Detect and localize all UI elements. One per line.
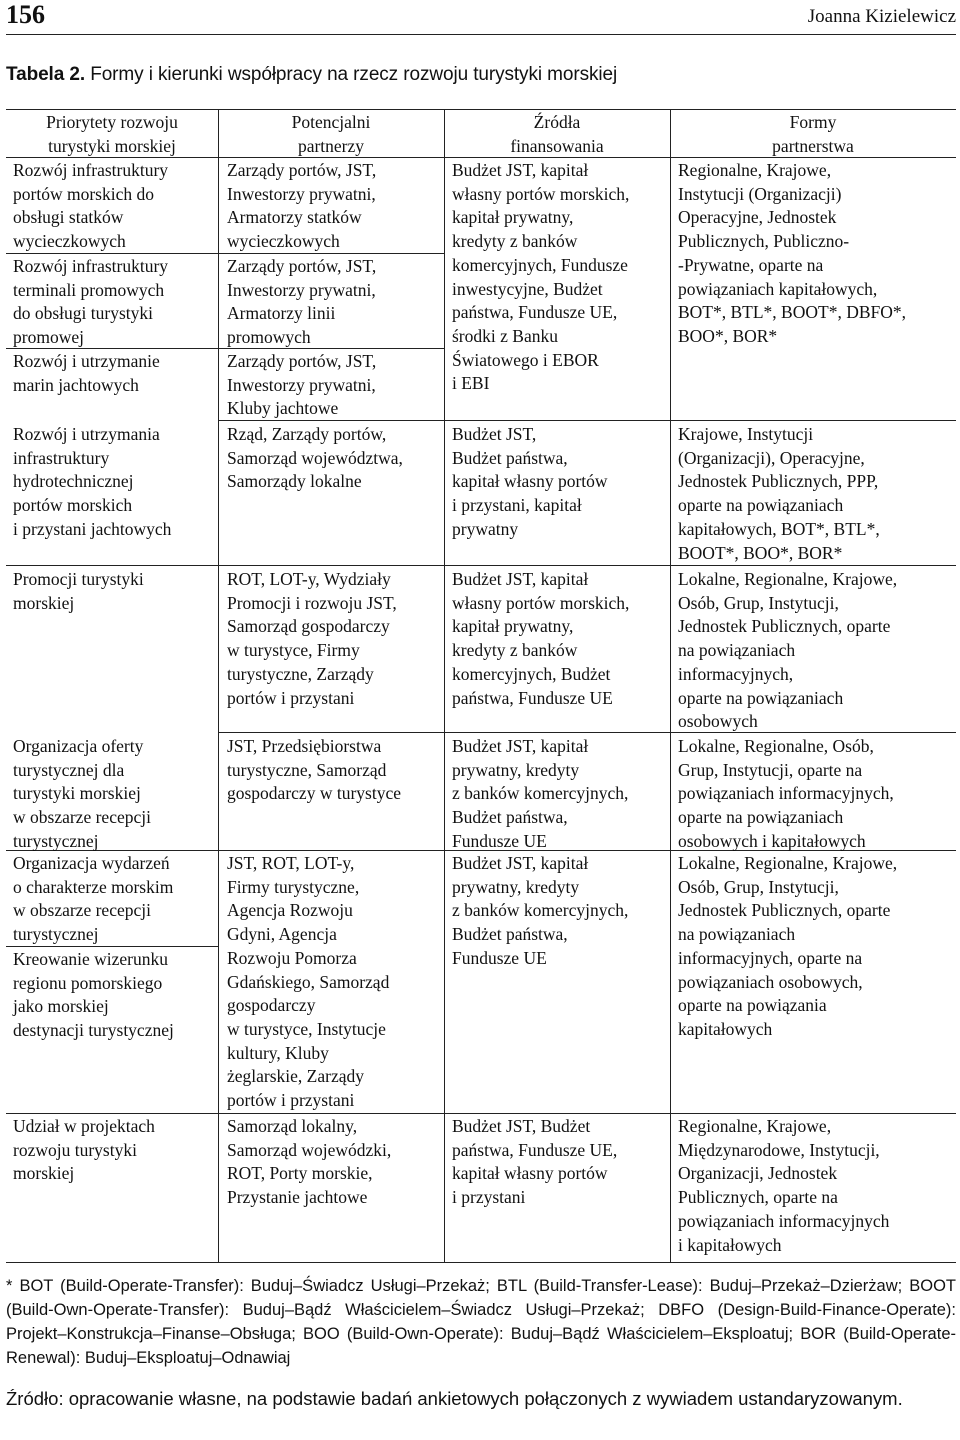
partners-cell: Zarządy portów, JST, Inwestorzy prywatni, Kluby jachtowe: [227, 351, 377, 419]
funding-cell: Budżet JST, kapitał własny portów morskich, kapitał prywatny, kredyty z banków komercyjnych, Fundusze inwestycyjne, Budżet państwa, Fundusze UE, środki z Banku Światowego i EBOR i EBI: [452, 160, 630, 394]
group-rule: [6, 1113, 956, 1114]
priority-cell: Udział w projektach rozwoju turystyki morskiej: [13, 1116, 155, 1184]
page-number: 156: [6, 0, 45, 29]
priority-cell: Rozwój i utrzymanie marin jachtowych: [13, 351, 160, 395]
column-header-partners: Potencjalni partnerzy: [291, 112, 371, 156]
table-title: [6, 64, 617, 86]
priority-cell: Organizacja wydarzeń o charakterze morskim w obszarze recepcji turystycznej: [13, 853, 174, 945]
partners-cell: JST, ROT, LOT-y, Firmy turystyczne, Agencja Rozwoju Gdyni, Agencja Rozwoju Pomorza Gdańskiego, Samorząd gospodarczy w turystyce, Instytucje kultury, Kluby żeglarskie, Zarządy portów i przystani: [227, 853, 390, 1111]
table-caption: Formy i kierunki współpracy na rzecz rozwoju turystyki morskiej: [90, 64, 618, 85]
priority-cell: Rozwój infrastruktury terminali promowych do obsługi turystyki promowej: [13, 256, 169, 348]
priority-cell: Kreowanie wizerunku regionu pomorskiego jako morskiej destynacji turystycznej: [13, 949, 174, 1041]
funding-cell: Budżet JST, Budżet państwa, Fundusze UE, kapitał własny portów i przystani: [452, 1116, 618, 1208]
funding-cell: Budżet JST, Budżet państwa, kapitał własny portów i przystani, kapitał prywatny: [452, 424, 608, 539]
funding-cell: Budżet JST, kapitał prywatny, kredyty z banków komercyjnych, Budżet państwa, Fundusze UE: [452, 736, 629, 851]
table-source: Źródło: opracowanie własne, na podstawie badań ankietowych połączonych z wywiadem ustandaryzowanym.: [6, 1388, 903, 1409]
forms-cell: Regionalne, Krajowe, Instytucji (Organizacji) Operacyjne, Jednostek Publicznych, Publiczno- -Prywatne, oparte na powiązaniach kapitałowych, BOT*, BTL*, BOOT*, DBFO*, BOO*, BOR*: [678, 160, 906, 346]
partners-cell: JST, Przedsiębiorstwa turystyczne, Samorząd gospodarczy w turystyce: [227, 736, 401, 804]
forms-cell: Krajowe, Instytucji (Organizacji), Operacyjne, Jednostek Publicznych, PPP, oparte na powiązaniach kapitałowych, BOT*, BTL*, BOOT*, BOO*, BOR*: [678, 424, 880, 563]
funding-cell: Budżet JST, kapitał własny portów morskich, kapitał prywatny, kredyty z banków komercyjnych, Budżet państwa, Fundusze UE: [452, 569, 630, 708]
priority-cell: Organizacja oferty turystycznej dla turystyki morskiej w obszarze recepcji turystycznej: [13, 736, 151, 851]
forms-cell: Lokalne, Regionalne, Krajowe, Osób, Grup, Instytucji, Jednostek Publicznych, oparte na powiązaniach informacyjnych, oparte na powiązaniach osobowych, oparte na powiązania kapitałowych: [678, 853, 898, 1039]
funding-cell: Budżet JST, kapitał prywatny, kredyty z banków komercyjnych, Budżet państwa, Fundusze UE: [452, 853, 629, 968]
column-divider: [218, 110, 219, 1262]
table-label: Tabela 2.: [6, 64, 86, 85]
forms-cell: Lokalne, Regionalne, Osób, Grup, Instytucji, oparte na powiązaniach informacyjnych, oparte na powiązaniach osobowych i kapitałowych: [678, 736, 894, 851]
running-head-author: Joanna Kizielewicz: [807, 6, 956, 27]
partners-cell: Zarządy portów, JST, Inwestorzy prywatni, Armatorzy linii promowych: [227, 256, 377, 348]
column-header-priorities: Priorytety rozwoju turystyki morskiej: [46, 112, 178, 156]
priority-cell: Promocji turystyki morskiej: [13, 569, 144, 613]
column-header-funding: Źródła finansowania: [510, 112, 604, 156]
column-divider: [670, 110, 671, 1262]
table-footnote: * BOT (Build-Operate-Transfer): Buduj–Świadcz Usługi–Przekaż; BTL (Build-Transfer-Lease): Buduj–Przekaż–Dzierżaw; BOOT (Build-Own-Operate-Transfer): Buduj–Bądź Właścicielem–Świadcz Usługi–Przekaż; DBFO (Design-Build-Finance-Operate): Projekt–Konstrukcja–Finanse–Obsługa; BOO (Build-Own-Operate): Buduj–Bądź Właścicielem–Eksploatuj; BOR (Build-Operate-Renewal): Buduj–Eksploatuj–Odnawiaj: [6, 1277, 956, 1367]
column-divider: [444, 110, 445, 1262]
partners-cell: Zarządy portów, JST, Inwestorzy prywatni, Armatorzy statków wycieczkowych: [227, 160, 377, 252]
cooperation-table: [6, 109, 956, 1263]
forms-cell: Regionalne, Krajowe, Międzynarodowe, Instytucji, Organizacji, Jednostek Publicznych, oparte na powiązaniach informacyjnych i kapitałowych: [678, 1116, 890, 1255]
priority-cell: Rozwój i utrzymania infrastruktury hydrotechnicznej portów morskich i przystani jachtowych: [13, 424, 172, 539]
partners-cell: Rząd, Zarządy portów, Samorząd województwa, Samorządy lokalne: [227, 424, 403, 492]
partners-cell: Samorząd lokalny, Samorząd wojewódzki, ROT, Porty morskie, Przystanie jachtowe: [227, 1116, 392, 1208]
priority-cell: Rozwój infrastruktury portów morskich do obsługi statków wycieczkowych: [13, 160, 169, 252]
column-header-forms: Formy partnerstwa: [772, 112, 854, 156]
forms-cell: Lokalne, Regionalne, Krajowe, Osób, Grup, Instytucji, Jednostek Publicznych, oparte na powiązaniach informacyjnych, oparte na powiązaniach osobowych: [678, 569, 898, 732]
partners-cell: ROT, LOT-y, Wydziały Promocji i rozwoju JST, Samorząd gospodarczy w turystyce, Firmy turystyczne, Zarządy portów i przystani: [227, 569, 397, 708]
running-header: [6, 0, 956, 35]
